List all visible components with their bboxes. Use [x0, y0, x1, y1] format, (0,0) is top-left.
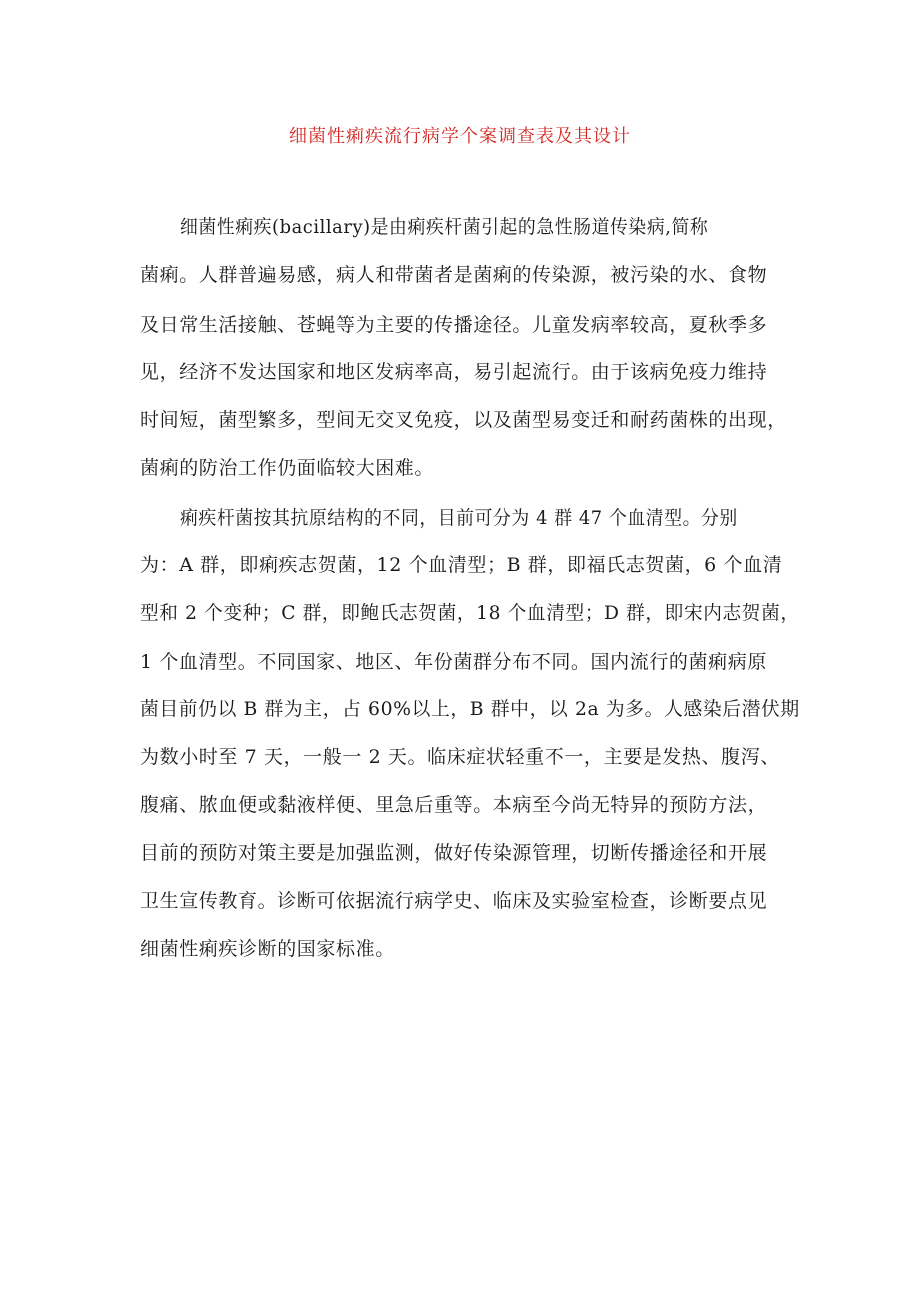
paragraph-line: 为数小时至 7 天，一般一 2 天。临床症状轻重不一，主要是发热、腹泻、 — [140, 746, 780, 768]
paragraph-line: 细菌性痢疾诊断的国家标准。 — [140, 938, 395, 960]
paragraph-line: 腹痛、脓血便或黏液样便、里急后重等。本病至今尚无特异的预防方法， — [140, 794, 768, 816]
paragraph-line: 时间短，菌型繁多，型间无交叉免疫，以及菌型易变迁和耐药菌株的出现， — [140, 409, 787, 431]
paragraph-line: 目前的预防对策主要是加强监测，做好传染源管理，切断传播途径和开展 — [140, 842, 768, 864]
paragraph-line: 卫生宣传教育。诊断可依据流行病学史、临床及实验室检查，诊断要点见 — [140, 890, 768, 912]
document-title: 细菌性痢疾流行病学个案调查表及其设计 — [289, 126, 631, 147]
paragraph-line: 及日常生活接触、苍蝇等为主要的传播途径。儿童发病率较高，夏秋季多 — [140, 314, 768, 336]
paragraph-line: 为：A 群，即痢疾志贺菌，12 个血清型；B 群，即福氏志贺菌，6 个血清 — [140, 554, 783, 576]
paragraph-line: 型和 2 个变种；C 群，即鲍氏志贺菌，18 个血清型；D 群，即宋内志贺菌， — [140, 602, 800, 624]
paragraph-line: 痢疾杆菌按其抗原结构的不同，目前可分为 4 群 47 个血清型。分别 — [180, 507, 738, 529]
paragraph-line: 菌目前仍以 B 群为主，占 60%以上，B 群中，以 2a 为多。人感染后潜伏期 — [140, 698, 800, 720]
paragraph-line: 细菌性痢疾(bacillary)是由痢疾杆菌引起的急性肠道传染病,简称 — [180, 216, 709, 238]
paragraph-line: 1 个血清型。不同国家、地区、年份菌群分布不同。国内流行的菌痢病原 — [140, 651, 767, 673]
paragraph-line: 菌痢的防治工作仍面临较大困难。 — [140, 457, 435, 479]
paragraph-line: 见，经济不发达国家和地区发病率高，易引起流行。由于该病免疫力维持 — [140, 361, 768, 383]
paragraph-line: 菌痢。人群普遍易感，病人和带菌者是菌痢的传染源，被污染的水、食物 — [140, 264, 768, 286]
